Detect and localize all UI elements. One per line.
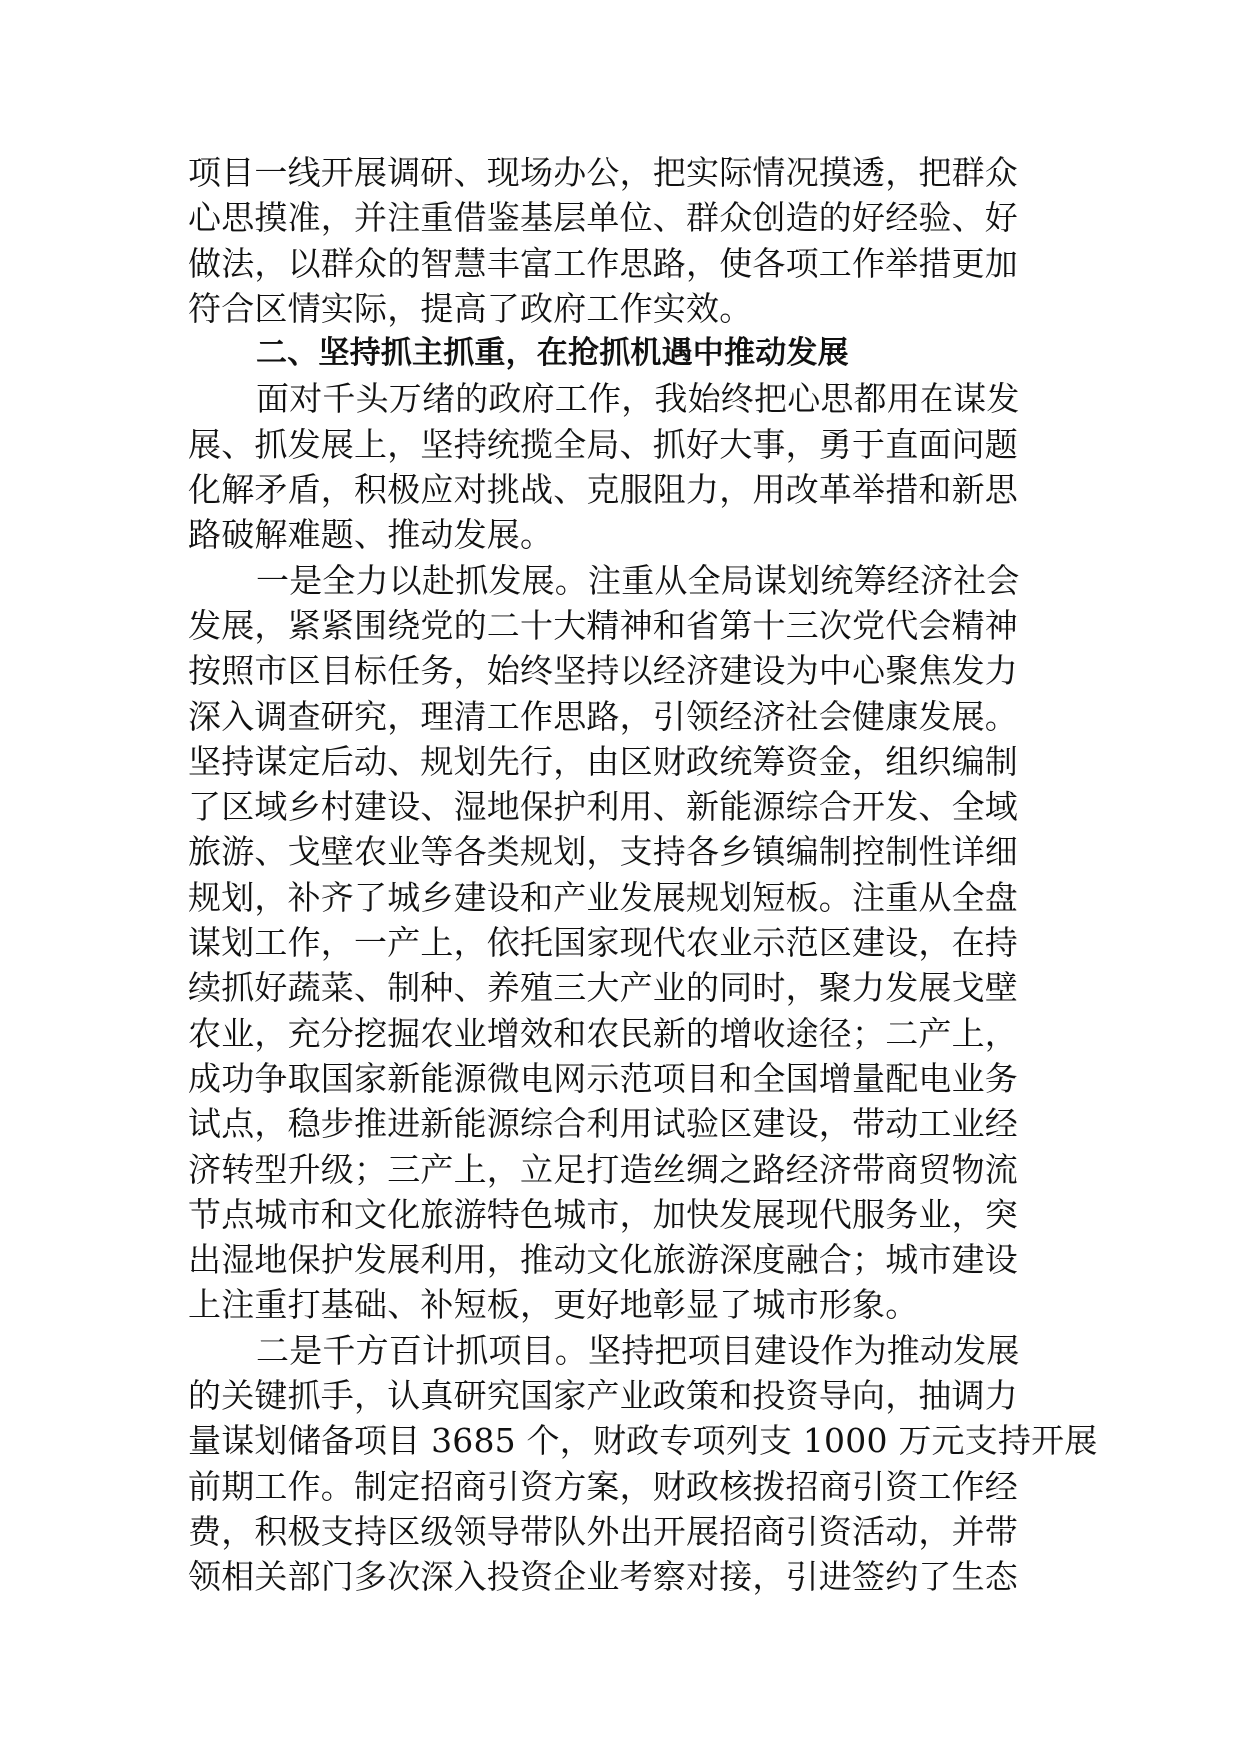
- text-line: 的关键抓手，认真研究国家产业政策和投资导向，抽调力: [188, 1376, 1018, 1416]
- text-line: 上注重打基础、补短板，更好地彰显了城市形象。: [188, 1285, 919, 1325]
- text-line: 量谋划储备项目 3685 个，财政专项列支 1000 万元支持开展: [188, 1421, 1098, 1461]
- text-line: 成功争取国家新能源微电网示范项目和全国增量配电业务: [188, 1058, 1018, 1098]
- text-line: 试点，稳步推进新能源综合利用试验区建设，带动工业经: [188, 1104, 1018, 1144]
- text-line: 二是千方百计抓项目。坚持把项目建设作为推动发展: [256, 1330, 1020, 1370]
- text-line: 符合区情实际，提高了政府工作实效。: [188, 288, 753, 328]
- text-line: 济转型升级；三产上，立足打造丝绸之路经济带商贸物流: [188, 1149, 1018, 1189]
- section-heading: 二、坚持抓主抓重，在抢抓机遇中推动发展: [256, 335, 849, 372]
- text-line: 续抓好蔬菜、制种、养殖三大产业的同时，聚力发展戈壁: [188, 968, 1018, 1008]
- text-line: 谋划工作，一产上，依托国家现代农业示范区建设，在持: [188, 923, 1018, 963]
- text-line: 发展，紧紧围绕党的二十大精神和省第十三次党代会精神: [188, 605, 1018, 645]
- text-line: 化解矛盾，积极应对挑战、克服阻力，用改革举措和新思: [188, 470, 1018, 510]
- text-line: 展、抓发展上，坚持统揽全局、抓好大事，勇于直面问题: [188, 424, 1018, 464]
- text-line: 心思摸准，并注重借鉴基层单位、群众创造的好经验、好: [188, 198, 1018, 238]
- text-line: 前期工作。制定招商引资方案，财政核拨招商引资工作经: [188, 1466, 1018, 1506]
- text-line: 规划，补齐了城乡建设和产业发展规划短板。注重从全盘: [188, 877, 1018, 917]
- text-line: 路破解难题、推动发展。: [188, 515, 554, 555]
- text-line: 农业，充分挖掘农业增效和农民新的增收途径；二产上，: [188, 1013, 1018, 1053]
- text-line: 了区域乡村建设、湿地保护利用、新能源综合开发、全域: [188, 787, 1018, 827]
- text-line: 深入调查研究，理清工作思路，引领经济社会健康发展。: [188, 696, 1018, 736]
- text-line: 项目一线开展调研、现场办公，把实际情况摸透，把群众: [188, 153, 1018, 192]
- text-line: 节点城市和文化旅游特色城市，加快发展现代服务业，突: [188, 1194, 1018, 1234]
- text-line: 坚持谋定后动、规划先行，由区财政统筹资金，组织编制: [188, 741, 1018, 781]
- text-line: 按照市区目标任务，始终坚持以经济建设为中心聚焦发力: [188, 651, 1018, 691]
- text-line: 费，积极支持区级领导带队外出开展招商引资活动，并带: [188, 1511, 1018, 1551]
- body-text: [188, 150, 1098, 1600]
- text-line: 做法，以群众的智慧丰富工作思路，使各项工作举措更加: [188, 243, 1018, 283]
- text-line: 一是全力以赴抓发展。注重从全局谋划统筹经济社会: [256, 560, 1020, 600]
- text-line: 领相关部门多次深入投资企业考察对接，引进签约了生态: [188, 1557, 1018, 1597]
- text-line: 旅游、戈壁农业等各类规划，支持各乡镇编制控制性详细: [188, 832, 1018, 872]
- text-line: 面对千头万绪的政府工作，我始终把心思都用在谋发: [256, 379, 1020, 419]
- text-line: 出湿地保护发展利用，推动文化旅游深度融合；城市建设: [188, 1240, 1018, 1280]
